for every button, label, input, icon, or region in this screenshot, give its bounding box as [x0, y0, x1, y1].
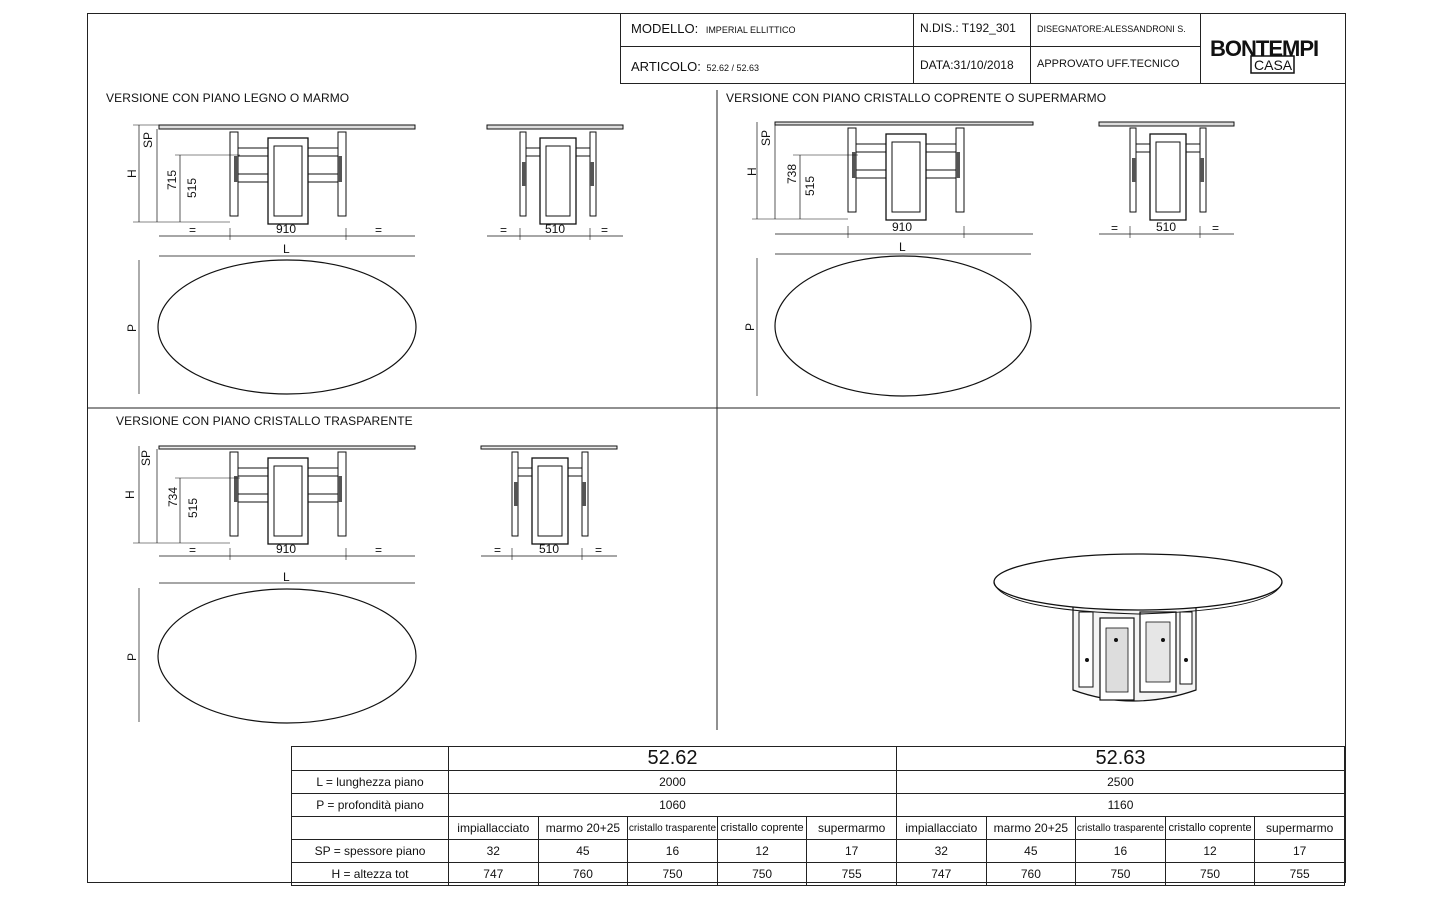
finish-header: cristallo coprente: [1165, 817, 1255, 840]
sp-value: 32: [896, 840, 986, 863]
sp-value: 45: [986, 840, 1076, 863]
finish-header: supermarmo: [1255, 817, 1345, 840]
h-value: 760: [538, 863, 628, 886]
approved-by: APPROVATO UFF.TECNICO: [1037, 58, 1180, 70]
sp-value: 12: [1165, 840, 1255, 863]
table-row: [292, 840, 1345, 863]
modello-label: MODELLO:: [631, 21, 699, 36]
h-value: 755: [1255, 863, 1345, 886]
drawing-date: DATA:31/10/2018: [920, 58, 1014, 72]
articolo-value: 52.62 / 52.63: [706, 63, 760, 73]
s2-height-inner: 515: [803, 175, 817, 196]
svg-text:CASA: CASA: [1254, 57, 1293, 73]
s1-height-total: 715: [165, 169, 179, 190]
table-row: [292, 771, 1345, 794]
s1-height-inner: 515: [185, 177, 199, 198]
row-label-thickness: SP = spessore piano: [292, 840, 449, 863]
drawing-number: N.DIS.: T192_301: [920, 21, 1016, 35]
s2-side-width: 510: [1156, 220, 1177, 234]
s3-eq-right: =: [375, 543, 383, 557]
h-value: 747: [896, 863, 986, 886]
s2-front-eq-right: =: [1212, 221, 1220, 235]
s1-sp-label: SP: [141, 131, 155, 148]
s1-eq-left: =: [189, 223, 197, 237]
sp-value: 32: [449, 840, 539, 863]
table-row: [292, 863, 1345, 886]
row-label-height: H = altezza tot: [292, 863, 449, 886]
s2-front-eq-left: =: [1111, 221, 1119, 235]
s3-plan-ellipse: [139, 583, 416, 723]
finish-header: impiallacciato: [896, 817, 986, 840]
table-row: [292, 817, 1345, 840]
sp-value: 45: [538, 840, 628, 863]
sp-value: 17: [807, 840, 897, 863]
s3-base-width: 910: [276, 542, 297, 556]
s3-l-label: L: [283, 570, 290, 584]
s1-p-label: P: [125, 323, 139, 332]
h-value: 750: [628, 863, 718, 886]
s3-side-width: 510: [539, 542, 560, 556]
sp-value: 16: [628, 840, 718, 863]
s3-height-total: 734: [166, 486, 180, 507]
s3-h-label: H: [123, 490, 137, 499]
h-value: 755: [807, 863, 897, 886]
finish-header: cristallo trasparente: [1076, 817, 1166, 840]
code-52-62: 52.62: [449, 747, 897, 771]
length-52-62: 2000: [449, 771, 897, 794]
s3-height-inner: 515: [186, 497, 200, 518]
modello-value: IMPERIAL ELLITTICO: [705, 25, 796, 35]
table-perspective-view: [994, 554, 1282, 701]
code-52-63: 52.63: [896, 747, 1344, 771]
s1-side-width: 510: [545, 222, 566, 236]
h-value: 750: [1076, 863, 1166, 886]
table-row: [292, 747, 1345, 771]
finish-header: marmo 20+25: [538, 817, 628, 840]
s1-front-eq-right: =: [601, 223, 609, 237]
finish-header: cristallo coprente: [717, 817, 807, 840]
spec-table: [291, 746, 1345, 886]
row-label-depth: P = profondità piano: [292, 794, 449, 817]
s3-front-eq-right: =: [595, 543, 603, 557]
length-52-63: 2500: [896, 771, 1344, 794]
s2-height-total: 738: [785, 163, 799, 184]
h-value: 750: [717, 863, 807, 886]
s2-h-label: H: [745, 167, 759, 176]
s2-base-width: 910: [892, 220, 913, 234]
s2-p-label: P: [743, 322, 757, 331]
s3-p-label: P: [125, 652, 139, 661]
sp-value: 12: [717, 840, 807, 863]
s3-sp-label: SP: [139, 449, 153, 466]
section-2-title: VERSIONE CON PIANO CRISTALLO COPRENTE O SUPERMARMO: [726, 91, 1107, 105]
articolo-label: ARTICOLO:: [631, 59, 701, 74]
s1-h-label: H: [125, 169, 139, 178]
s2-l-label: L: [899, 240, 906, 254]
s1-base-width: 910: [276, 222, 297, 236]
depth-52-63: 1160: [896, 794, 1344, 817]
s1-l-label: L: [283, 242, 290, 256]
s1-front-eq-left: =: [500, 223, 508, 237]
s3-eq-left: =: [189, 543, 197, 557]
finish-header: impiallacciato: [449, 817, 539, 840]
s1-eq-right: =: [375, 223, 383, 237]
s2-plan-ellipse: [757, 254, 1031, 396]
finish-header: marmo 20+25: [986, 817, 1076, 840]
s3-front-eq-left: =: [494, 543, 502, 557]
finish-header: supermarmo: [807, 817, 897, 840]
row-label-length: L = lunghezza piano: [292, 771, 449, 794]
depth-52-62: 1060: [449, 794, 897, 817]
sp-value: 16: [1076, 840, 1166, 863]
s2-sp-label: SP: [759, 129, 773, 146]
designer: DISEGNATORE:ALESSANDRONI S.: [1037, 24, 1186, 34]
sp-value: 17: [1255, 840, 1345, 863]
section-1-title: VERSIONE CON PIANO LEGNO O MARMO: [106, 91, 350, 105]
h-value: 747: [449, 863, 539, 886]
table-row: [292, 794, 1345, 817]
h-value: 760: [986, 863, 1076, 886]
finish-header: cristallo trasparente: [628, 817, 718, 840]
section-3-title: VERSIONE CON PIANO CRISTALLO TRASPARENTE: [116, 414, 413, 428]
svg-text:BONTEMPI: BONTEMPI: [1210, 36, 1319, 61]
h-value: 750: [1165, 863, 1255, 886]
s1-plan-ellipse: [139, 256, 416, 394]
